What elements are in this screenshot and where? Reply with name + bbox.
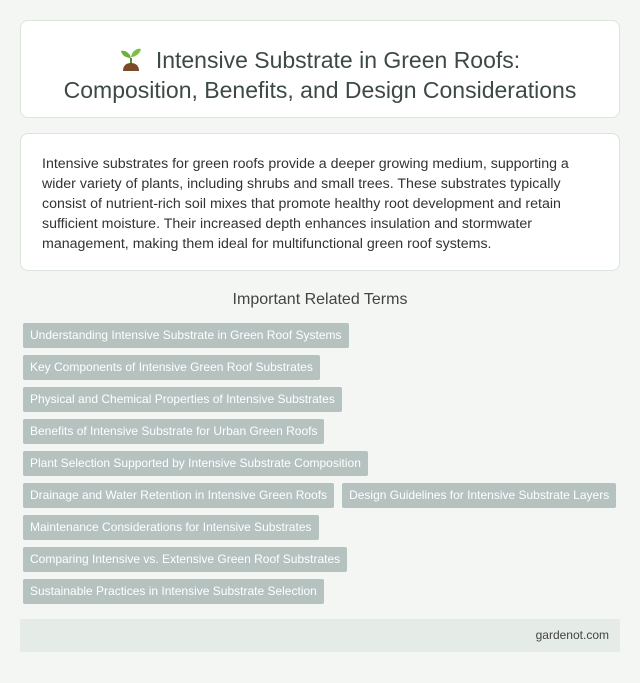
related-term-tag[interactable]: Sustainable Practices in Intensive Substrate Selection (23, 579, 324, 604)
related-term-tag[interactable]: Maintenance Considerations for Intensive Substrates (23, 515, 319, 540)
term-row (23, 387, 623, 419)
page-title (21, 45, 619, 105)
site-name[interactable]: gardenot.com (535, 628, 609, 642)
related-term-tag[interactable]: Understanding Intensive Substrate in Green Roof Systems (23, 323, 349, 348)
title-line-1 (21, 45, 619, 75)
related-term-tag[interactable]: Comparing Intensive vs. Extensive Green Roof Substrates (23, 547, 347, 572)
related-terms-list (23, 323, 623, 611)
footer (20, 619, 620, 652)
title-line-1-text: Intensive Substrate in Green Roofs: (155, 47, 521, 73)
related-term-tag[interactable]: Plant Selection Supported by Intensive Substrate Composition (23, 451, 368, 476)
term-row (23, 515, 623, 547)
title-line-2: Composition, Benefits, and Design Considerations (63, 77, 577, 103)
term-row (23, 355, 623, 387)
related-term-tag[interactable]: Benefits of Intensive Substrate for Urban Green Roofs (23, 419, 324, 444)
related-term-tag[interactable]: Key Components of Intensive Green Roof Substrates (23, 355, 320, 380)
related-term-tag[interactable]: Drainage and Water Retention in Intensive Green Roofs (23, 483, 334, 508)
related-term-tag[interactable]: Physical and Chemical Properties of Intensive Substrates (23, 387, 342, 412)
term-row (23, 483, 623, 515)
term-row (23, 419, 623, 451)
seedling-icon (120, 45, 142, 71)
term-row (23, 451, 623, 483)
related-terms-heading: Important Related Terms (232, 291, 408, 308)
term-row (23, 323, 623, 355)
term-row (23, 547, 623, 579)
related-term-tag[interactable]: Design Guidelines for Intensive Substrate Layers (342, 483, 616, 508)
term-row (23, 579, 623, 611)
title-card (20, 20, 620, 118)
description-text: Intensive substrates for green roofs provide a deeper growing medium, supporting a wider variety of plants, including shrubs and small trees. These substrates typically consist of nutrient-rich soil mixes that promote healthy root development and retain sufficient moisture. Their increased depth enhances insulation and stormwater management, making them ideal for multifunctional green roof systems. (42, 156, 569, 252)
description-card (20, 133, 620, 271)
